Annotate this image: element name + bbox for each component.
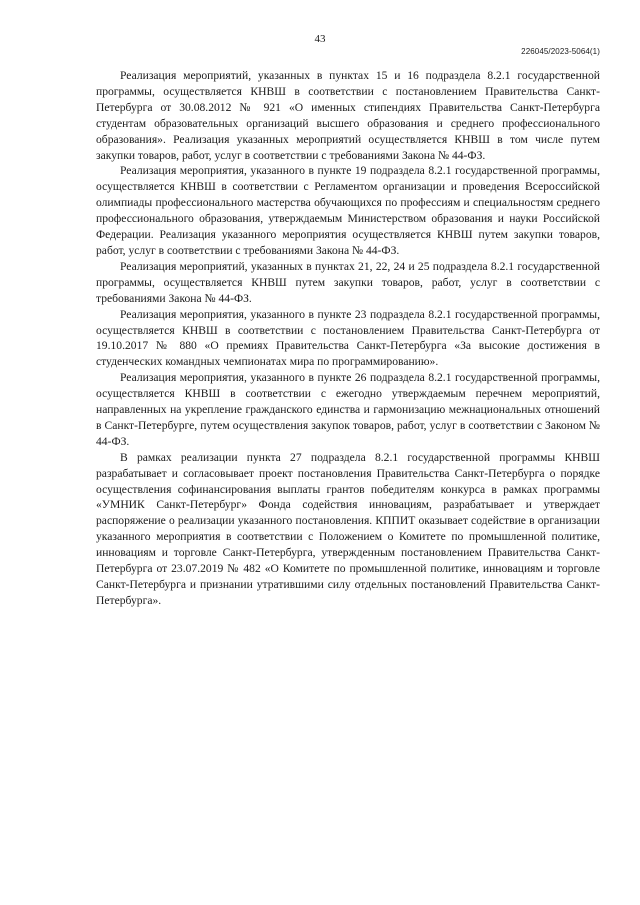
- paragraph: Реализация мероприятия, указанного в пункте 23 подраздела 8.2.1 государственной программы, осуществляется КНВШ в соответствии с постановлением Правительства Санкт-Петербурга от 19.10.2017 № 880 «О премиях Правительства Санкт-Петербурга «За высокие достижения в студенческих командных чемпионатах мира по программированию».: [96, 307, 600, 369]
- paragraph: В рамках реализации пункта 27 подраздела 8.2.1 государственной программы КНВШ разрабатывает и согласовывает проект постановления Правительства Санкт-Петербурга о порядке осуществления софинансирования выплаты грантов победителям конкурса в рамках программы «УМНИК Санкт-Петербург» Фонда содействия инновациям, разрабатывает и утверждает распоряжение о реализации указанного постановления. КППИТ оказывает содействие в организации указанного мероприятия в соответствии с Положением о Комитете по промышленной политике, инновациям и торговле Санкт-Петербурга, утвержденным постановлением Правительства Санкт-Петербурга от 23.07.2019 № 482 «О Комитете по промышленной политике, инновациям и торговле Санкт-Петербурга и признании утратившими силу отдельных постановлений Правительства Санкт-Петербурга».: [96, 450, 600, 607]
- page-number: 43: [314, 33, 326, 45]
- document-body: [96, 68, 600, 609]
- paragraph: Реализация мероприятий, указанных в пунктах 15 и 16 подраздела 8.2.1 государственной программы, осуществляется КНВШ в соответствии с постановлением Правительства Санкт-Петербурга от 30.08.2012 № 921 «О именных стипендиях Правительства Санкт-Петербурга студентам образовательных организаций высшего образования и среднего профессионального образования». Реализация указанных мероприятий осуществляется КНВШ в том числе путем закупки товаров, работ, услуг в соответствии с требованиями Закона № 44-ФЗ.: [96, 69, 600, 162]
- paragraph: Реализация мероприятия, указанного в пункте 19 подраздела 8.2.1 государственной программы, осуществляется КНВШ в соответствии с Регламентом организации и проведения Всероссийской олимпиады профессионального мастерства обучающихся по профессиям и специальностям среднего профессионального образования, утверждаемым Министерством образования и науки Российской Федерации. Реализация указанного мероприятия осуществляется КНВШ путем закупки товаров, работ, услуг в соответствии с требованиями Закона № 44-ФЗ.: [96, 164, 600, 257]
- document-id: 226045/2023-5064(1): [521, 47, 600, 56]
- paragraph: Реализация мероприятия, указанного в пункте 26 подраздела 8.2.1 государственной программы, осуществляется КНВШ в соответствии с ежегодно утверждаемым перечнем мероприятий, направленных на укрепление гражданского единства и гармонизацию межнациональных отношений в Санкт-Петербурге, путем осуществления закупок товаров, работ, услуг в соответствии с Законом № 44-ФЗ.: [96, 371, 600, 448]
- paragraph: Реализация мероприятий, указанных в пунктах 21, 22, 24 и 25 подраздела 8.2.1 государственной программы, осуществляется КНВШ путем закупки товаров, работ, услуг в соответствии с требованиями Закона № 44-ФЗ.: [96, 259, 600, 305]
